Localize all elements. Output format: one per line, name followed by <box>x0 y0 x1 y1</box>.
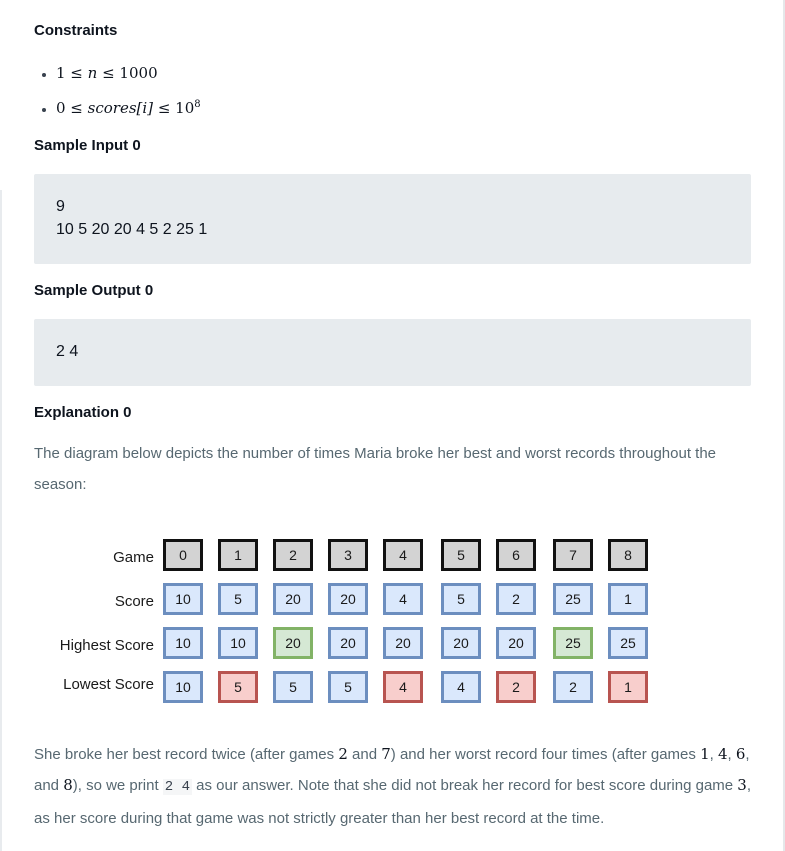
lowest-cell: 10 <box>163 671 203 703</box>
lowest-cell: 5 <box>218 671 258 703</box>
sample-input-line: 10 5 20 20 4 5 2 25 1 <box>56 221 208 238</box>
highest-cell: 25 <box>608 627 648 659</box>
row-label-highest: Highest Score <box>59 637 154 654</box>
score-cell: 25 <box>553 583 593 615</box>
explanation-intro: The diagram below depicts the number of times Maria broke her best and worst records throughout the season: <box>34 445 717 493</box>
score-cell: 1 <box>608 583 648 615</box>
game-cell: 3 <box>328 539 368 571</box>
lowest-cell: 4 <box>383 671 423 703</box>
score-cell: 2 <box>496 583 536 615</box>
lowest-cell: 2 <box>553 671 593 703</box>
highest-cell: 20 <box>273 627 313 659</box>
highest-cell: 20 <box>441 627 481 659</box>
sample-input-line: 9 <box>56 198 65 215</box>
game-cell: 1 <box>218 539 258 571</box>
highest-cell: 20 <box>496 627 536 659</box>
game-cell: 8 <box>608 539 648 571</box>
highest-cell: 20 <box>328 627 368 659</box>
row-label-game: Game <box>113 549 154 566</box>
row-label-lowest: Lowest Score <box>63 676 154 693</box>
highest-cell: 25 <box>553 627 593 659</box>
game-cell: 7 <box>553 539 593 571</box>
lowest-cell: 4 <box>441 671 481 703</box>
answer-code: 2 4 <box>164 779 190 795</box>
score-cell: 20 <box>328 583 368 615</box>
score-cell: 5 <box>441 583 481 615</box>
left-divider <box>0 190 2 851</box>
sample-input-heading: Sample Input 0 <box>34 137 141 154</box>
game-cell: 4 <box>383 539 423 571</box>
lowest-cell: 5 <box>328 671 368 703</box>
game-cell: 6 <box>496 539 536 571</box>
constraint-item: • 1 ≤ n ≤ 1000 <box>56 58 201 89</box>
row-label-score: Score <box>114 593 154 610</box>
lowest-cell: 5 <box>273 671 313 703</box>
constraint-item: • 0 ≤ scores[i] ≤ $10^8$ <box>56 89 201 120</box>
lowest-cell: 2 <box>496 671 536 703</box>
score-cell: 10 <box>163 583 203 615</box>
lowest-cell: 1 <box>608 671 648 703</box>
constraints-list <box>34 58 201 120</box>
game-cell: 5 <box>441 539 481 571</box>
explanation-closing: She broke her best record twice (after games 2 and 7) and her worst record four times (after games 1, 4, 6, and 8), so we print 2 4 as our answer. Note that she did not break her record for best score during game 3, as her score during that game was not strictly greater than her best record at the time. <box>34 745 752 827</box>
game-cell: 2 <box>273 539 313 571</box>
score-cell: 4 <box>383 583 423 615</box>
sample-output-box <box>34 319 751 386</box>
constraints-heading: Constraints <box>34 22 118 39</box>
highest-cell: 10 <box>218 627 258 659</box>
highest-cell: 20 <box>383 627 423 659</box>
game-cell: 0 <box>163 539 203 571</box>
explanation-heading: Explanation 0 <box>34 404 132 421</box>
sample-input-box <box>34 174 751 264</box>
score-cell: 20 <box>273 583 313 615</box>
sample-output-line: 2 4 <box>56 343 79 360</box>
sample-output-heading: Sample Output 0 <box>34 282 154 299</box>
score-cell: 5 <box>218 583 258 615</box>
highest-cell: 10 <box>163 627 203 659</box>
